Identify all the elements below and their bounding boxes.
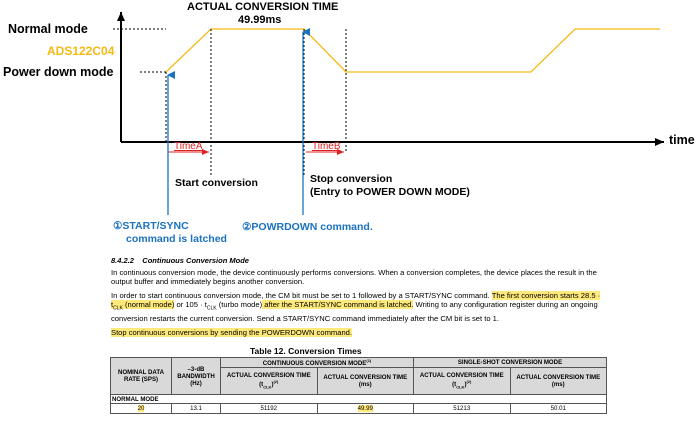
time-a-label: TimeA [174, 141, 203, 152]
section-number: 8.4.2.2 [111, 256, 134, 265]
cell-single-tclk: 51213 [414, 404, 511, 414]
cell-cont-tclk: 51192 [221, 404, 318, 414]
cell-bandwidth: 13.1 [172, 404, 221, 414]
stop-conversion-label: Stop conversion [310, 173, 393, 185]
col-header-data-rate: NOMINAL DATA RATE (SPS) [111, 358, 172, 395]
para2-rest: Writing to any configuration register during an ongoing conversion restarts the current conversion. Send a START/SYNC command immediately after the CM bit is set to 1. [111, 300, 598, 323]
cell-cont-ms: 49.99 [317, 404, 414, 414]
start-conversion-label: Start conversion [175, 177, 258, 189]
section-title: Continuous Conversion Mode [142, 256, 249, 265]
section-heading [111, 256, 249, 265]
normal-mode-label: Normal mode [8, 22, 88, 36]
table-section-normal-mode: NORMAL MODE [111, 395, 607, 404]
para2-turbo: or $105 \cdot t_{CLK}$ (turbo mode) [174, 300, 263, 312]
actual-conversion-time-value: 49.99ms [238, 14, 282, 26]
cell-single-ms: 50.01 [510, 404, 607, 414]
col-header-cont-tclk: ACTUAL CONVERSION TIME $(t_{CLK})^{(2)}$ [221, 368, 318, 395]
cell-rate: 20 [111, 404, 172, 414]
time-axis-label: time [669, 133, 695, 147]
powerdown-command-label: ②POWRDOWN command. [242, 221, 373, 233]
time-b-label: TimeB [312, 141, 341, 152]
table-row [111, 404, 607, 414]
paragraph-1: In continuous conversion mode, the device continuously performs conversions. When a conversion completes, the device places the result in the output buffer and immediately begins another conversion. [111, 268, 597, 287]
table-caption: Table 12. Conversion Times [250, 346, 362, 356]
col-header-single-tclk: ACTUAL CONVERSION TIME $(t_{CLK})^{(2)}$ [414, 368, 511, 395]
device-label: ADS122C04 [47, 44, 115, 58]
group-header-single-shot: SINGLE-SHOT CONVERSION MODE [414, 358, 607, 368]
ads122c04-signal-trace [166, 29, 660, 72]
paragraph-2 [111, 291, 601, 323]
actual-conversion-time-title: ACTUAL CONVERSION TIME [187, 1, 339, 13]
para2-intro: In order to start continuous conversion mode, the CM bit must be set to 1 followed by a START/SYNC command. [111, 291, 490, 300]
col-header-bandwidth: –3-dB BANDWIDTH (Hz) [172, 358, 221, 395]
group-header-continuous: CONTINUOUS CONVERSION MODE$^{(1)}$ [221, 358, 414, 368]
col-header-cont-ms: ACTUAL CONVERSION TIME (ms) [317, 368, 414, 395]
para2-latched: after the START/SYNC command is latched. [262, 300, 414, 310]
power-down-entry-label: (Entry to POWER DOWN MODE) [310, 186, 470, 198]
start-sync-latched-label: command is latched [126, 233, 227, 245]
para2-first-conversion: The first conversion starts $28.5 \cdot t_{CLK}$ (normal mode) [111, 291, 601, 312]
stop-continuous-text: Stop continuous conversions by sending the POWERDOWN command. [111, 328, 352, 337]
col-header-single-ms: ACTUAL CONVERSION TIME (ms) [510, 368, 607, 395]
conversion-times-table [110, 357, 607, 414]
power-down-mode-label: Power down mode [3, 65, 114, 79]
paragraph-3 [111, 328, 352, 337]
start-sync-command-label: ①START/SYNC [113, 220, 189, 232]
